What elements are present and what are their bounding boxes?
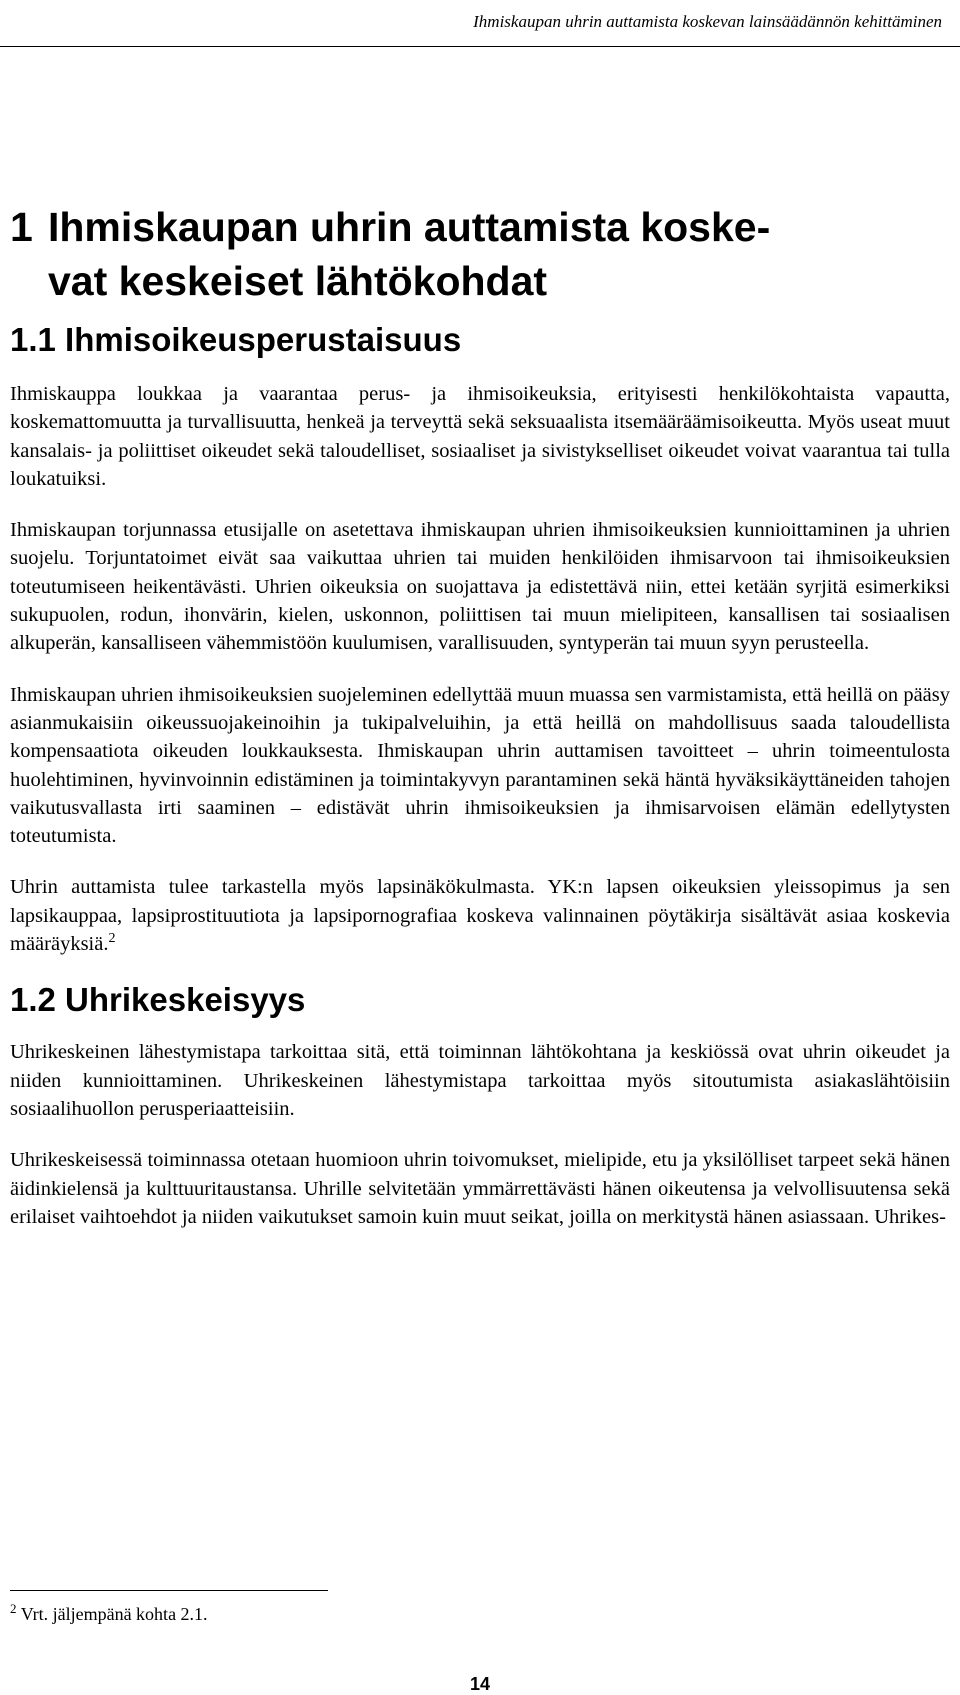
paragraph-3: Ihmiskaupan uhrien ihmisoikeuksien suojeleminen edellyttää muun muassa sen varmistamista, että heillä on pääsy asianmukaisiin oikeussuojakeinoihin ja tukipalveluihin, ja että heillä on mahdollisuus saada taloudellista kompensaatiota oikeuden loukkauksesta. Ihmiskaupan uhrin auttamisen tavoitteet – uhrin toimeentulosta huolehtiminen, hyvinvoinnin edistäminen ja toimintakyvyn parantaminen sekä häntä hyväksikäyttäneiden tahojen vaikutusvallasta irti saaminen – edistävät uhrin ihmisoikeuksien ja ihmisarvoisen elämän edellytysten toteutumista. (10, 683, 950, 848)
chapter-title (10, 200, 950, 308)
footnote-number: 2 (10, 1601, 17, 1616)
section-heading-1-1: 1.1 Ihmisoikeusperustaisuus (10, 321, 462, 358)
page-number: 14 (469, 1674, 491, 1694)
footnote-separator (10, 1590, 328, 1591)
footnote-reference: 2 (108, 931, 116, 947)
page-body (10, 200, 950, 1231)
footnote (10, 1601, 208, 1625)
paragraph-4-text: Uhrin auttamista tulee tarkastella myös lapsinäkökulmasta. YK:n lapsen oikeuksien yleissopimus ja sen lapsikauppaa, lapsiprostituutiota ja lapsipornografiaa koskeva valinnainen pöytäkirja sisältävät asiaa koskevia määräyksiä. (10, 876, 950, 956)
paragraph-4 (10, 873, 950, 958)
paragraph-1: Ihmiskauppa loukkaa ja vaarantaa perus- ja ihmisoikeuksia, erityisesti henkilökohtaista vapautta, koskemattomuutta ja turvallisuutta, henkeä ja terveyttä sekä seksuaalista itsemääräämisoikeutta. Myös useat muut kansalais- ja poliittiset oikeudet sekä taloudelliset, sosiaaliset ja sivistykselliset oikeudet voivat vaarantua tai tulla loukatuiksi. (10, 383, 950, 490)
section-heading-1-2: 1.2 Uhrikeskeisyys (10, 981, 306, 1019)
paragraph-6: Uhrikeskeisessä toiminnassa otetaan huomioon uhrin toivomukset, mielipide, etu ja yksilölliset tarpeet sekä hänen äidinkielensä ja kulttuuritaustansa. Uhrille selvitetään ymmärrettävästi hänen oikeutensa ja velvollisuutensa sekä erilaiset vaihtoehdot ja niiden vaikutukset samoin kuin muut seikat, joilla on merkitystä hänen asiassaan. Uhrikes- (10, 1149, 950, 1228)
footnote-text: Vrt. jäljempänä kohta 2.1. (20, 1604, 208, 1624)
chapter-number: 1 (10, 204, 33, 250)
paragraph-5: Uhrikeskeinen lähestymistapa tarkoittaa sitä, että toiminnan lähtökohtana ja keskiössä ovat uhrin oikeudet ja niiden kunnioittaminen. Uhrikeskeinen lähestymistapa tarkoittaa myös sitoutumista asiakaslähtöisiin sosiaalihuollon perusperiaatteisiin. (10, 1041, 950, 1120)
running-header (0, 0, 960, 47)
paragraph-2: Ihmiskaupan torjunnassa etusijalle on asetettava ihmiskaupan uhrien ihmisoikeuksien kunnioittaminen ja uhrien suojelu. Torjuntatoimet eivät saa vaikuttaa uhrien tai muiden henkilöiden ihmisarvoon tai ihmisoikeuksien toteutumiseen heikentävästi. Uhrien oikeuksia on suojattava ja edistettävä niin, ettei ketään syrjitä esimerkiksi sukupuolen, rodun, ihonvärin, kielen, uskonnon, poliittisen tai muun mielipiteen, kansallisen tai sosiaalisen alkuperän, kansalliseen vähemmistöön kuulumisen, varallisuuden, syntyperän tai muun syyn perusteella. (10, 519, 950, 655)
chapter-title-line-2: vat keskeiset lähtökohdat (48, 258, 548, 304)
chapter-title-line-1: Ihmiskaupan uhrin auttamista koske- (48, 204, 771, 250)
running-header-text: Ihmiskaupan uhrin auttamista koskevan lainsäädännön kehittäminen (473, 12, 942, 31)
